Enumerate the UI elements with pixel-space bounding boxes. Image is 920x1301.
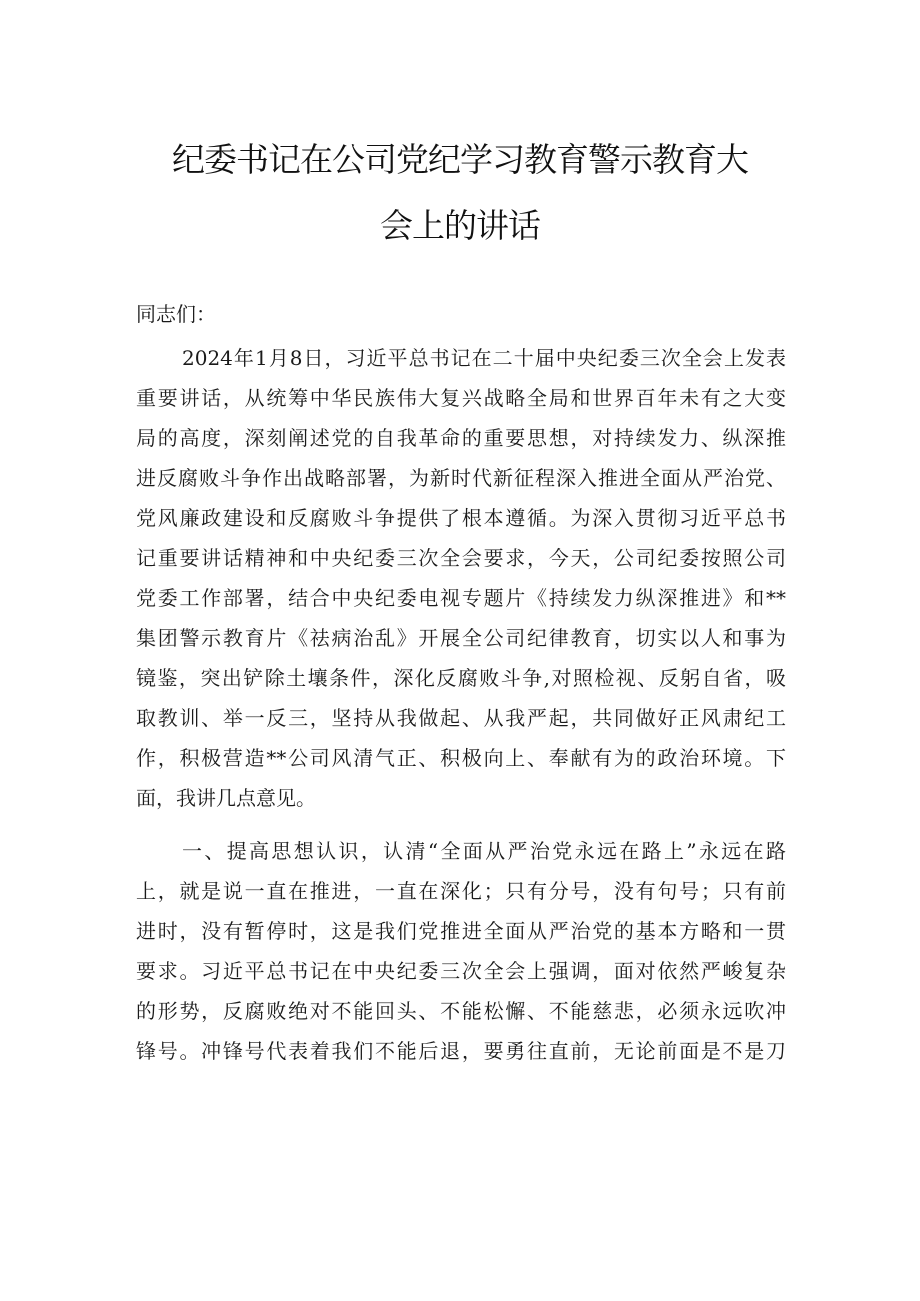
document-title-line-1: 纪委书记在公司党纪学习教育警示教育大 [172,140,748,179]
paragraph-1-line: 局的高度，深刻阐述党的自我革命的重要思想，对持续发力、纵深推 [136,426,786,450]
paragraph-1-line: 进反腐败斗争作出战略部署，为新时代新征程深入推进全面从严治党、 [136,466,786,490]
paragraph-2-line: 进时，没有暂停时，这是我们党推进全面从严治党的基本方略和一贯 [136,919,786,943]
paragraph-1-line: 作，积极营造**公司风清气正、积极向上、奉献有为的政治环境。下 [136,746,786,770]
paragraph-1-line: 集团警示教育片《祛病治乱》开展全公司纪律教育，切实以人和事为 [136,626,786,650]
paragraph-1-line: 取教训、举一反三，坚持从我做起、从我严起，共同做好正风肃纪工 [136,706,786,730]
paragraph-1-line: 2024年1月8日，习近平总书记在二十届中央纪委三次全会上发表 [182,346,786,370]
paragraph-2-line: 锋号。冲锋号代表着我们不能后退，要勇往直前，无论前面是不是刀 [136,1039,786,1063]
paragraph-1-line: 面，我讲几点意见。 [136,786,316,810]
paragraph-1-line: 镜鉴，突出铲除土壤条件，深化反腐败斗争,对照检视、反躬自省，吸 [136,666,786,690]
paragraph-1-line: 记重要讲话精神和中央纪委三次全会要求，今天，公司纪委按照公司 [136,546,786,570]
paragraph-2-line: 的形势，反腐败绝对不能回头、不能松懈、不能慈悲，必须永远吹冲 [136,999,786,1023]
paragraph-1-line: 重要讲话，从统筹中华民族伟大复兴战略全局和世界百年未有之大变 [136,386,786,410]
paragraph-2-line: 一、提高思想认识，认清“全面从严治党永远在路上”永远在路 [182,839,786,863]
salutation: 同志们： [136,302,216,326]
paragraph-1-line: 党委工作部署，结合中央纪委电视专题片《持续发力纵深推进》和** [136,586,786,610]
paragraph-2-line: 上，就是说一直在推进，一直在深化；只有分号，没有句号；只有前 [136,879,786,903]
document-title-line-2: 会上的讲话 [380,206,540,245]
paragraph-2-line: 要求。习近平总书记在中央纪委三次全会上强调，面对依然严峻复杂 [136,959,786,983]
paragraph-1-line: 党风廉政建设和反腐败斗争提供了根本遵循。为深入贯彻习近平总书 [136,506,786,530]
